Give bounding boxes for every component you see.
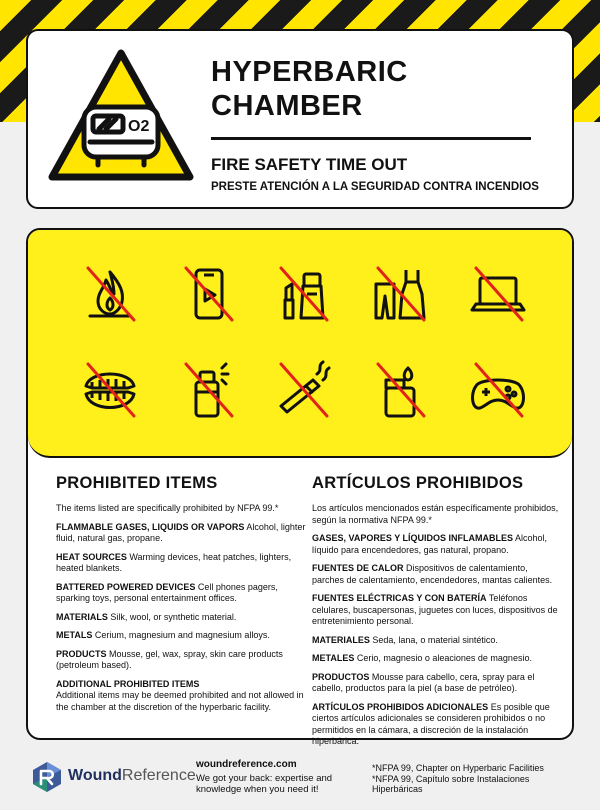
list-item: MATERIALS Silk, wool, or synthetic material. bbox=[56, 611, 237, 622]
list-item: PRODUCTOS Mousse para cabello, cera, spray para el cabello, productos para la piel (a base de petróleo). bbox=[312, 671, 535, 693]
heading-en: PROHIBITED ITEMS bbox=[56, 474, 218, 492]
list-item: FUENTES DE CALOR Dispositivos de calentamiento, parches de calentamiento, encendedores, mantas calientes. bbox=[312, 563, 553, 585]
subtitle: FIRE SAFETY TIME OUT bbox=[211, 155, 408, 174]
hyperbaric-chamber-icon bbox=[84, 107, 158, 165]
main-card bbox=[26, 228, 574, 746]
cosmetics-icon bbox=[273, 264, 333, 324]
heading-es: ARTÍCULOS PROHIBIDOS bbox=[312, 474, 524, 492]
prohibited-icons-panel bbox=[28, 230, 572, 458]
woundreference-logo-icon bbox=[30, 760, 64, 794]
smartphone-icon bbox=[178, 264, 238, 324]
prohibited-items-en bbox=[56, 474, 306, 720]
flame-icon bbox=[80, 264, 140, 324]
list-item: METALES Cerio, magnesio o aleaciones de magnesio. bbox=[312, 653, 532, 663]
tagline: We got your back: expertise and knowledge when you need it! bbox=[196, 773, 333, 795]
list-item: METALS Cerium, magnesium and magnesium alloys. bbox=[56, 630, 270, 640]
list-item: BATTERED POWERED DEVICES Cell phones pagers, sparking toys, personal entertainment offices. bbox=[56, 581, 278, 603]
lighter-icon bbox=[370, 360, 430, 420]
title-line-2: CHAMBER bbox=[211, 90, 363, 122]
subtitle-es: PRESTE ATENCIÓN A LA SEGURIDAD CONTRA INCENDIOS bbox=[211, 181, 539, 193]
spray-can-icon bbox=[178, 360, 238, 420]
list-item: ADDITIONAL PROHIBITED ITEMS bbox=[56, 678, 200, 689]
footnote-es: *NFPA 99, Capítulo sobre Instalaciones Hiperbáricas bbox=[372, 773, 530, 794]
list-item: MATERIALES Seda, lana, o material sintético. bbox=[312, 634, 498, 645]
laptop-icon bbox=[468, 264, 528, 324]
list-item: FUENTES ELÉCTRICAS Y CON BATERÍA Teléfonos celulares, buscapersonas, juguetes con luces, dispositivos de entretenimiento personal. bbox=[312, 593, 558, 626]
page-title bbox=[211, 55, 408, 123]
intro-en: The items listed are specifically prohibited by NFPA 99.* bbox=[56, 503, 279, 513]
prohibited-items-es bbox=[312, 474, 562, 755]
list-item: PRODUCTS Mousse, gel, wax, spray, skin care products (petroleum based). bbox=[56, 648, 283, 670]
list-item: HEAT SOURCES Warming devices, heat patches, lighters, heated blankets. bbox=[56, 551, 292, 573]
warning-triangle-icon bbox=[46, 45, 196, 185]
header-card bbox=[26, 29, 574, 209]
o2-label: O2 bbox=[128, 118, 150, 135]
cigarette-icon bbox=[273, 360, 333, 420]
footnotes bbox=[372, 763, 572, 795]
intro-es: Los artículos mencionados están específicamente prohibidos, según la normativa NFPA 99.* bbox=[312, 503, 559, 525]
dentures-icon bbox=[80, 360, 140, 420]
title-divider bbox=[211, 137, 531, 140]
clothing-icon bbox=[370, 264, 430, 324]
list-item: GASES, VAPORES Y LÍQUIDOS INFLAMABLES Alcohol, líquido para encendedores, gas natural, propano. bbox=[312, 533, 548, 555]
brand-name: WoundReference bbox=[68, 767, 196, 784]
additional-desc-en: Additional items may be deemed prohibited and not allowed in the chamber at the discretion of the hyperbaric facility. bbox=[56, 690, 304, 712]
game-controller-icon bbox=[468, 360, 528, 420]
footnote-en: *NFPA 99, Chapter on Hyperbaric Facilities bbox=[372, 763, 544, 773]
title-line-1: HYPERBARIC bbox=[211, 56, 408, 88]
list-item: ARTÍCULOS PROHIBIDOS ADICIONALES Es posible que ciertos artículos adicionales se consideren prohibidos o no permitidos en la cámara, a discreción de la instalación hiperbárica. bbox=[312, 701, 550, 746]
website-link[interactable]: woundreference.com bbox=[196, 759, 297, 770]
list-item: FLAMMABLE GASES, LIQUIDS OR VAPORS Alcohol, lighter fluid, natural gas, propane. bbox=[56, 521, 306, 543]
